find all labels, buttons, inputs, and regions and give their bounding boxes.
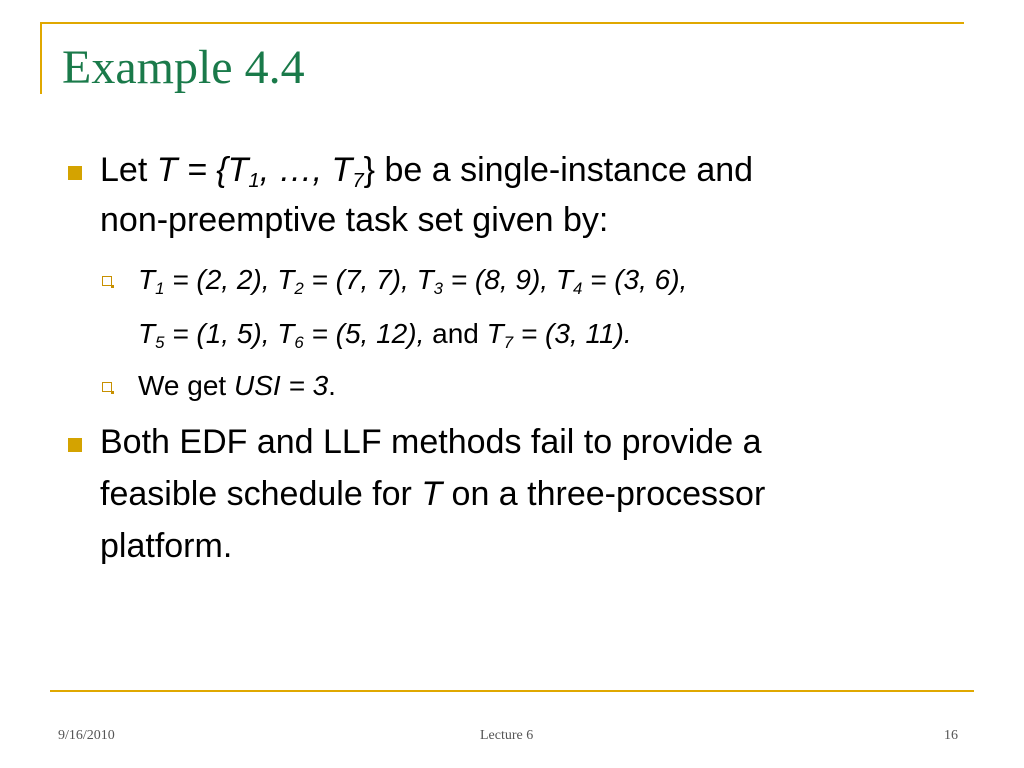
frame-left-rule — [40, 22, 42, 94]
footer-center: Lecture 6 — [480, 728, 534, 743]
slide-title: Example 4.4 — [62, 41, 305, 94]
bullet1-line2: non-preemptive task set given by: — [100, 201, 609, 239]
sub1-line1: $T_1 = (2$, 2), $T_2 = (7$, 7), $T_3 = (8$, 9), $T_4 = (3$, 6), — [138, 264, 688, 299]
sub1-line2: $T_5 = (1$, 5), $T_6 = (5$, 12), and $T_7 = (3$, 11). — [138, 318, 632, 353]
footer-date: 9/16/2010 — [58, 728, 115, 743]
bullet2-line2: feasible schedule for T on a three-processor — [100, 475, 766, 513]
sub2-line: We get USI = 3. — [138, 370, 336, 401]
bullet-square-icon — [68, 438, 82, 452]
footer-page-number: 16 — [944, 728, 958, 743]
sub-bullet-icon — [102, 382, 112, 392]
frame-top-rule — [40, 22, 964, 24]
bullet2-line1: Both EDF and LLF methods fail to provide a — [100, 423, 762, 461]
frame-bottom-rule — [50, 690, 974, 692]
sub-bullet-icon — [102, 276, 112, 286]
bullet1-line1: Let $T = \{T_1$, …, $T_7$} be a single-instance and — [100, 151, 754, 193]
bullet-square-icon — [68, 166, 82, 180]
bullet2-line3: platform. — [100, 527, 233, 565]
